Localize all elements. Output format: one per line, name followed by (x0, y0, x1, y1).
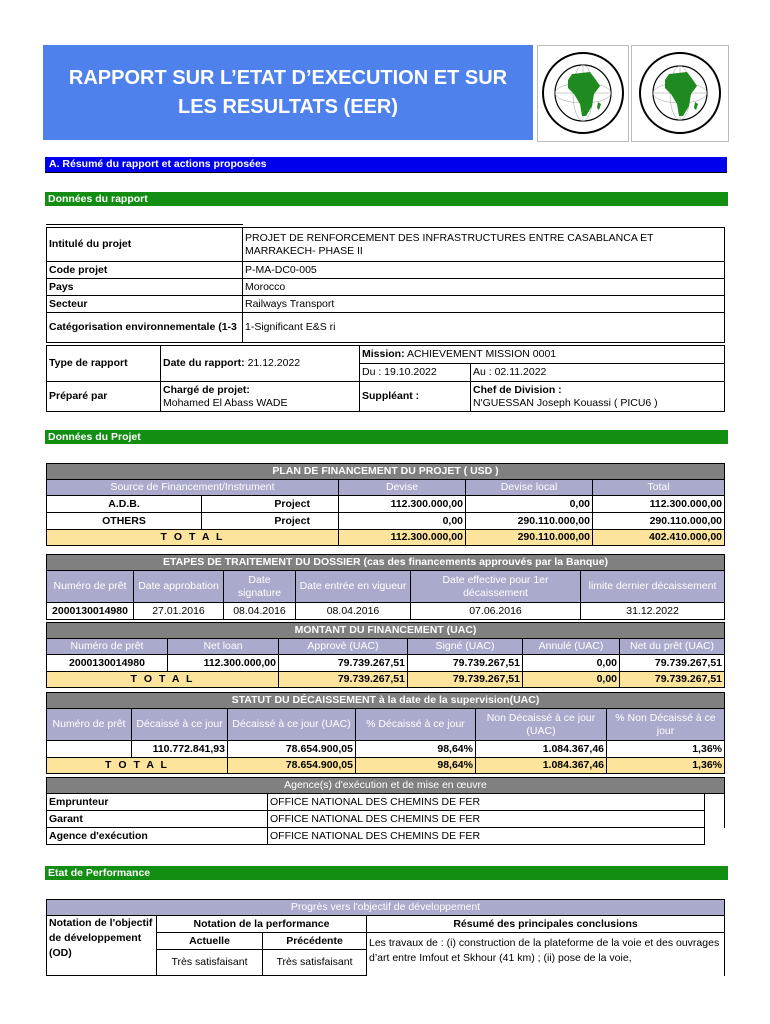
plan-total-devise: 112.300.000,00 (339, 530, 466, 546)
mission-du: Du : 19.10.2022 (360, 364, 471, 382)
plan-source: A.D.B. (47, 496, 202, 513)
statut-title: STATUT DU DÉCAISSEMENT à la date de la supervision(UAC) (47, 693, 725, 709)
montant-net-pret: 79.739.267,51 (620, 655, 725, 672)
montant-total-net-pret: 79.739.267,51 (620, 672, 725, 688)
plan-financement-table (46, 463, 725, 546)
date-rapport (161, 346, 360, 382)
report-data-table (46, 227, 725, 343)
statut-header-non-decaisse: Non Décaissé à ce jour (UAC) (476, 709, 607, 741)
section-donnees-projet: Données du Projet (45, 430, 728, 444)
intitule-value: PROJET DE RENFORCEMENT DES INFRASTRUCTURES ENTRE CASABLANCA ET MARRAKECH- PHASE II (243, 228, 725, 262)
pays-label: Pays (47, 279, 243, 296)
montant-header-approuve: Approvè (UAC) (279, 639, 408, 655)
etapes-approbation: 27.01.2016 (134, 603, 224, 620)
table-row (47, 655, 725, 672)
statut-non-decaisse: 1.084.367,46 (476, 741, 607, 758)
plan-total: 112.300.000,00 (593, 496, 725, 513)
agences-title: Agence(s) d'exécution et de mise en œuvre (47, 778, 725, 794)
date-rapport-value: 21.12.2022 (247, 357, 301, 369)
charge-label: Chargé de projet: (163, 383, 250, 396)
plan-devise-local: 0,00 (466, 496, 593, 513)
notation-perf-label: Notation de la performance (157, 916, 367, 933)
chef-label: Chef de Division : (473, 383, 562, 396)
agence-spacer (705, 828, 725, 845)
agence-name: OFFICE NATIONAL DES CHEMINS DE FER (268, 794, 705, 811)
intitule-label: Intitulé du projet (47, 228, 243, 262)
section-donnees-rapport: Données du rapport (45, 192, 728, 206)
etapes-signature: 08.04.2016 (224, 603, 296, 620)
montant-approuve: 79.739.267,51 (279, 655, 408, 672)
statut-pct-non-decaisse: 1,36% (607, 741, 725, 758)
statut-pct-decaisse: 98,64% (356, 741, 476, 758)
date-rapport-label: Date du rapport: (163, 357, 245, 369)
agence-role: Emprunteur (47, 794, 268, 811)
statut-header-pct-decaisse: % Décaissé à ce jour (356, 709, 476, 741)
prepare-label: Préparé par (47, 382, 161, 412)
montant-total-label: T O T A L (47, 672, 279, 688)
montant-pret: 2000130014980 (47, 655, 168, 672)
actuelle-label: Actuelle (157, 933, 263, 950)
table-row (47, 603, 725, 620)
precedente-label: Précédente (263, 933, 367, 950)
statut-total-pct-non-decaisse: 1,36% (607, 758, 725, 774)
statut-decaisse-uac: 78.654.900,05 (228, 741, 356, 758)
afdb-seal-icon (538, 46, 628, 141)
statut-header-decaisse-uac: Décaissé à ce jour (UAC) (228, 709, 356, 741)
notation-od-label: Notation de l'objectif de développement (OD) (47, 916, 157, 976)
pays-value: Morocco (243, 279, 725, 296)
plan-total-total: 402.410.000,00 (593, 530, 725, 546)
table-row (47, 496, 725, 513)
montant-total-approuve: 79.739.267,51 (279, 672, 408, 688)
afdb-logo (537, 45, 629, 142)
statut-pret (47, 741, 132, 758)
section-etat-performance: Etat de Performance (45, 866, 728, 880)
report-meta-table (46, 345, 725, 412)
afdf-seal-icon (632, 46, 728, 141)
montant-total-signe: 79.739.267,51 (408, 672, 523, 688)
etapes-header-signature: Date signature (224, 571, 296, 603)
etapes-pret: 2000130014980 (47, 603, 134, 620)
table-row (47, 828, 725, 845)
report-title (43, 45, 533, 140)
mission-value: ACHIEVEMENT MISSION 0001 (406, 348, 557, 360)
performance-table (46, 899, 725, 976)
montant-header-annule: Annulé (UAC) (523, 639, 620, 655)
plan-devise: 112.300.000,00 (339, 496, 466, 513)
etapes-header-pret: Numéro de prêt (47, 571, 134, 603)
categorisation-value: 1-Significant E&S ri (243, 313, 725, 343)
resume-label: Résumé des principales conclusions (367, 916, 725, 933)
montant-header-net-loan: Net loan (168, 639, 279, 655)
statut-total-label: T O T A L (47, 758, 228, 774)
secteur-value: Railways Transport (243, 296, 725, 313)
code-value: P-MA-DC0-005 (243, 262, 725, 279)
statut-table (46, 692, 725, 774)
section-a-header: A. Résumé du rapport et actions proposées (45, 157, 727, 173)
agence-name: OFFICE NATIONAL DES CHEMINS DE FER (268, 811, 705, 828)
plan-total-label: T O T A L (47, 530, 339, 546)
type-rapport-label: Type de rapport (47, 346, 161, 382)
report-table-topline (46, 224, 243, 225)
agence-role: Agence d'exécution (47, 828, 268, 845)
etapes-premier-decaissement: 07.06.2016 (411, 603, 581, 620)
chef-division (471, 382, 725, 412)
plan-header-devise-local: Devise local (466, 480, 593, 496)
statut-total-pct-decaisse: 98,64% (356, 758, 476, 774)
categorisation-label: Catégorisation environnementale (1-3 (47, 313, 243, 343)
report-title-line2: LES RESULTATS (EER) (178, 95, 398, 118)
statut-header-pret: Numéro de prêt (47, 709, 132, 741)
table-row (47, 794, 725, 811)
conclusion-text: Les travaux de : (i) construction de la plateforme de la voie et des ouvrages d’art entre Imfout et Skhour (41 km) ; (ii) pose de la voie, (367, 933, 725, 976)
mission-au: Au : 02.11.2022 (471, 364, 725, 382)
etapes-limite: 31.12.2022 (581, 603, 725, 620)
etapes-header-limite: limite dernier décaissement (581, 571, 725, 603)
report-title-line1: RAPPORT SUR L’ETAT D’EXECUTION ET SUR (68, 66, 508, 89)
table-row (47, 741, 725, 758)
montant-header-pret: Numéro de prêt (47, 639, 168, 655)
agence-spacer (705, 811, 725, 828)
statut-total-non-decaisse: 1.084.367,46 (476, 758, 607, 774)
montant-table (46, 622, 725, 688)
afdf-logo (631, 45, 729, 142)
montant-title: MONTANT DU FINANCEMENT (UAC) (47, 623, 725, 639)
plan-header-total: Total (593, 480, 725, 496)
etapes-table (46, 554, 725, 620)
mission (360, 346, 725, 364)
statut-total-decaisse-uac: 78.654.900,05 (228, 758, 356, 774)
statut-header-decaisse: Décaissé à ce jour (132, 709, 228, 741)
statut-decaisse: 110.772.841,93 (132, 741, 228, 758)
etapes-header-premier-decaissement: Date effective pour 1er décaissement (411, 571, 581, 603)
charge-projet (161, 382, 360, 412)
actuelle-value: Très satisfaisant (157, 950, 263, 976)
montant-header-signe: Signé (UAC) (408, 639, 523, 655)
plan-header-source: Source de Financement/Instrument (47, 480, 339, 496)
charge-value: Mohamed El Abass WADE (163, 396, 288, 409)
etapes-vigueur: 08.04.2016 (296, 603, 411, 620)
montant-header-net-pret: Net du prêt (UAC) (620, 639, 725, 655)
montant-net-loan: 112.300.000,00 (168, 655, 279, 672)
plan-source: OTHERS (47, 513, 202, 530)
montant-total-annule: 0,00 (523, 672, 620, 688)
performance-title: Progrès vers l'objectif de développement (47, 900, 725, 916)
suppleant-label: Suppléant : (360, 382, 471, 412)
plan-total: 290.110.000,00 (593, 513, 725, 530)
agence-name: OFFICE NATIONAL DES CHEMINS DE FER (268, 828, 705, 845)
statut-header-pct-non-decaisse: % Non Décaissé à ce jour (607, 709, 725, 741)
agence-role: Garant (47, 811, 268, 828)
plan-total-devise-local: 290.110.000,00 (466, 530, 593, 546)
plan-instrument: Project (202, 496, 339, 513)
chef-value: N'GUESSAN Joseph Kouassi ( PICU6 ) (473, 396, 658, 409)
montant-annule: 0,00 (523, 655, 620, 672)
etapes-header-vigueur: Date entrée en vigueur (296, 571, 411, 603)
table-row (47, 811, 725, 828)
plan-title: PLAN DE FINANCEMENT DU PROJET ( USD ) (47, 464, 725, 480)
plan-devise: 0,00 (339, 513, 466, 530)
etapes-title: ETAPES DE TRAITEMENT DU DOSSIER (cas des financements approuvés par la Banque) (47, 555, 725, 571)
plan-devise-local: 290.110.000,00 (466, 513, 593, 530)
mission-label: Mission: (362, 348, 405, 360)
precedente-value: Très satisfaisant (263, 950, 367, 976)
plan-instrument: Project (202, 513, 339, 530)
montant-signe: 79.739.267,51 (408, 655, 523, 672)
agences-table (46, 777, 725, 845)
agence-spacer (705, 794, 725, 811)
table-row (47, 513, 725, 530)
etapes-header-approbation: Date approbation (134, 571, 224, 603)
code-label: Code projet (47, 262, 243, 279)
plan-header-devise: Devise (339, 480, 466, 496)
secteur-label: Secteur (47, 296, 243, 313)
